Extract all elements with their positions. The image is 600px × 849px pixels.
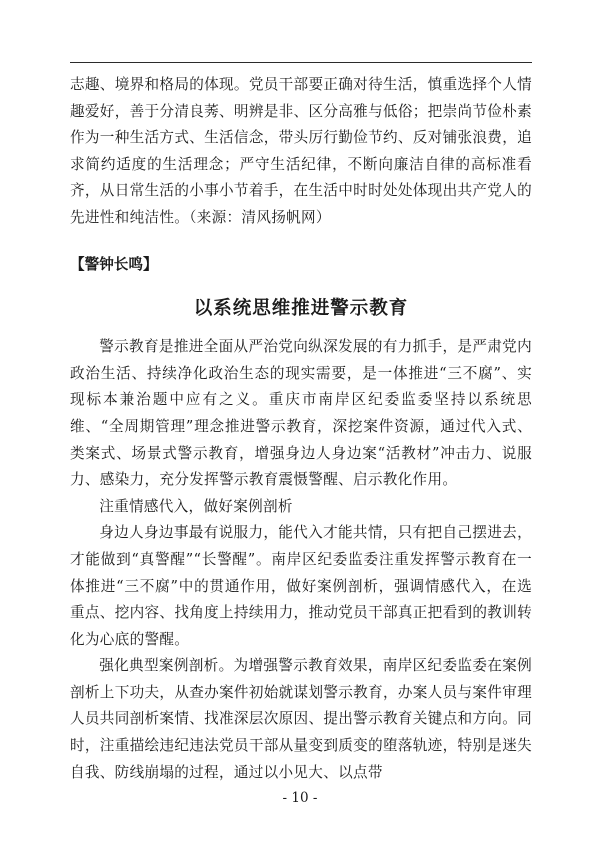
article-body bbox=[70, 334, 532, 786]
paragraph-continuation: 志趣、境界和格局的体现。党员干部要正确对待生活，慎重选择个人情趣爱好，善于分清良莠、明辨是非、区分高雅与低俗；把崇尚节俭朴素作为一种生活方式、生活信念，带头厉行勤俭节约、反对铺张浪费，追求简约适度的生活理念；严守生活纪律，不断向廉洁自律的高标准看齐，从日常生活的小事小节着手，在生活中时时处处体现出共产党人的先进性和纯洁性。（来源：清风扬帆网） bbox=[70, 76, 532, 226]
article-title: 以系统思维推进警示教育 bbox=[193, 298, 409, 320]
paragraph: 警示教育是推进全面从严治党向纵深发展的有力抓手，是严肃党内政治生活、持续净化政治生态的现实需要，是一体推进“三不腐”、实现标本兼治题中应有之义。重庆市南岸区纪委监委坚持以系统思维、“全周期管理”理念推进警示教育，深挖案件资源，通过代入式、类案式、场景式警示教育，增强身边人身边案“活教材”冲击力、说服力、感染力，充分发挥警示教育震慑警醒、启示教化作用。 bbox=[70, 338, 532, 489]
header-divider bbox=[70, 62, 532, 63]
paragraph: 身边人身边事最有说服力，能代入才能共情，只有把自己摆进去，才能做到“真警醒”“长警醒”。南岸区纪委监委注重发挥警示教育在一体推进“三不腐”中的贯通作用，做好案例剖析，强调情感代入，在选重点、挖内容、找角度上持续用力，推动党员干部真正把看到的教训转化为心底的警醒。 bbox=[70, 524, 532, 648]
paragraph-subheading: 注重情感代入，做好案例剖析 bbox=[99, 497, 293, 515]
section-tag: 【警钟长鸣】 bbox=[70, 255, 158, 273]
page-content bbox=[70, 72, 532, 786]
page-number: - 10 - bbox=[282, 790, 318, 806]
paragraph: 强化典型案例剖析。为增强警示教育效果，南岸区纪委监委在案例剖析上下功夫，从查办案件初始就谋划警示教育，办案人员与案件审理人员共同剖析案情、找准深层次原因、提出警示教育关键点和方向。同时，注重描绘违纪违法党员干部从量变到质变的堕落轨迹，特别是迷失自我、防线崩塌的过程，通过以小见大、以点带 bbox=[70, 657, 532, 781]
